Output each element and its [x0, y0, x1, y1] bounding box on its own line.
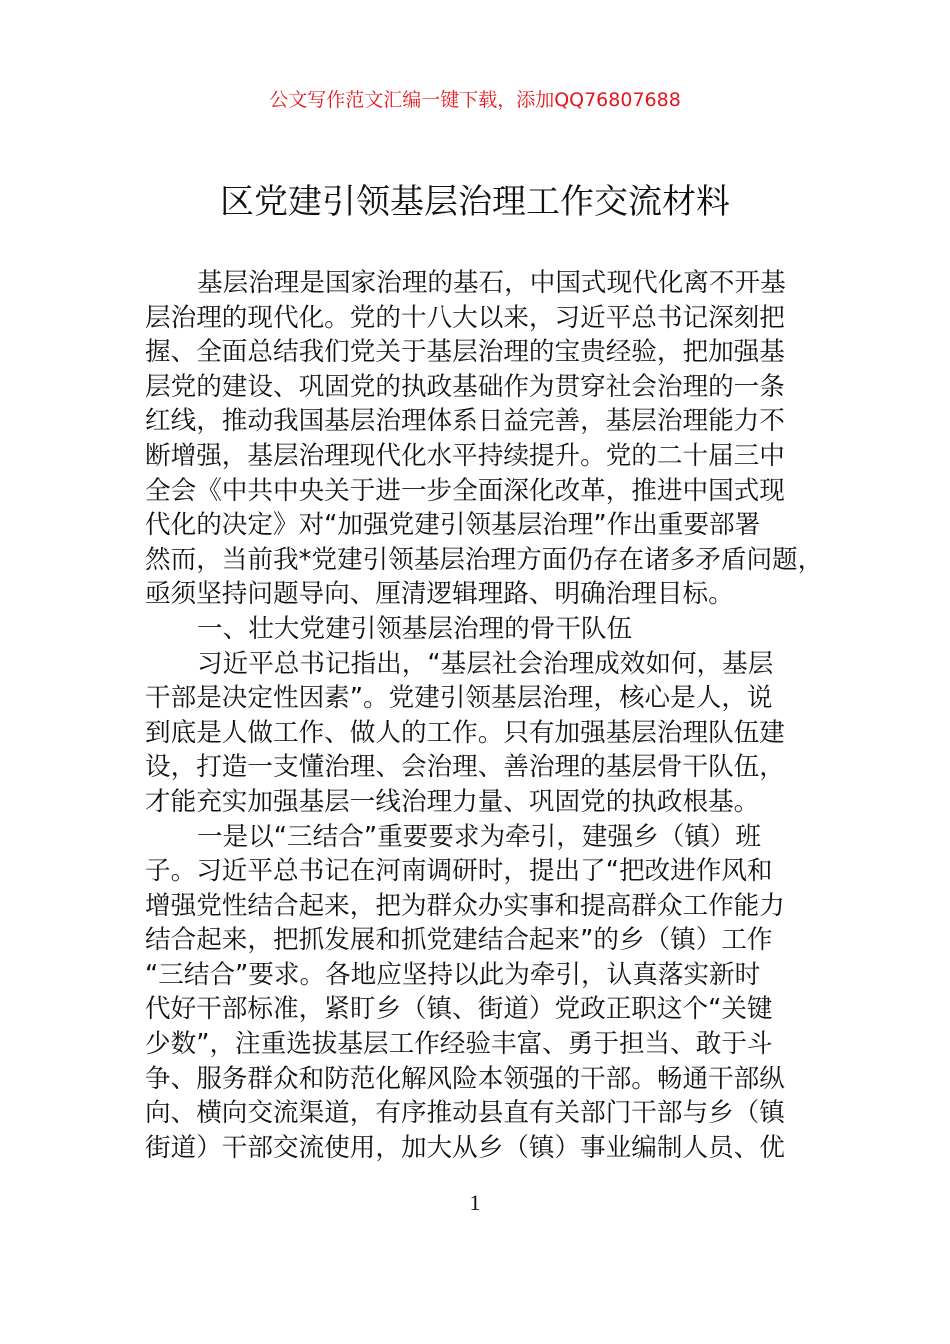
text-line: 红线，推动我国基层治理体系日益完善，基层治理能力不: [145, 406, 785, 437]
document-body: [145, 266, 845, 1165]
text-line: 少数”，注重选拔基层工作经验丰富、勇于担当、敢于斗: [145, 1029, 773, 1060]
text-line: 争、服务群众和防范化解风险本领强的干部。畅通干部纵: [145, 1063, 785, 1094]
text-line: 一是以“三结合”重要要求为牵引，建强乡（镇）班: [197, 821, 761, 852]
page-number: 1: [469, 1190, 481, 1215]
text-line: 然而，当前我*党建引领基层治理方面仍存在诸多矛盾问题，: [145, 544, 824, 575]
download-notice: 公文写作范文汇编一键下载，添加QQ76807688: [269, 89, 681, 111]
text-line: 干部是决定性因素”。党建引领基层治理，核心是人，说: [145, 683, 773, 714]
text-line: 习近平总书记指出，“基层社会治理成效如何，基层: [197, 648, 774, 679]
text-line: 全会《中共中央关于进一步全面深化改革，推进中国式现: [145, 475, 785, 506]
text-line: 握、全面总结我们党关于基层治理的宝贵经验，把加强基: [145, 337, 785, 368]
text-line: 层治理的现代化。党的十八大以来，习近平总书记深刻把: [145, 302, 785, 333]
text-line: 街道）干部交流使用，加大从乡（镇）事业编制人员、优: [145, 1132, 785, 1163]
text-line: “三结合”要求。各地应坚持以此为牵引，认真落实新时: [145, 959, 761, 990]
text-line: 代化的决定》对“加强党建引领基层治理”作出重要部署: [145, 510, 761, 541]
text-line: 才能充实加强基层一线治理力量、巩固党的执政根基。: [145, 786, 760, 817]
text-line: 基层治理是国家治理的基石，中国式现代化离不开基: [197, 268, 786, 298]
text-line: 设，打造一支懂治理、会治理、善治理的基层骨干队伍，: [145, 752, 785, 783]
text-line: 层党的建设、巩固党的执政基础作为贯穿社会治理的一条: [145, 371, 785, 402]
text-line: 到底是人做工作、做人的工作。只有加强基层治理队伍建: [145, 717, 785, 748]
text-line: 子。习近平总书记在河南调研时，提出了“把改进作风和: [145, 856, 773, 887]
document-title: 区党建引领基层治理工作交流材料: [220, 182, 730, 222]
text-line: 断增强，基层治理现代化水平持续提升。党的二十届三中: [145, 440, 785, 471]
text-line: 向、横向交流渠道，有序推动县直有关部门干部与乡（镇: [145, 1098, 785, 1129]
text-line: 结合起来，把抓发展和抓党建结合起来”的乡（镇）工作: [145, 925, 773, 956]
text-line: 增强党性结合起来，把为群众办实事和提高群众工作能力: [145, 890, 785, 921]
text-line: 一、壮大党建引领基层治理的骨干队伍: [197, 613, 633, 644]
text-line: 代好干部标准，紧盯乡（镇、街道）党政正职这个“关键: [145, 994, 773, 1025]
text-line: 亟须坚持问题导向、厘清逻辑理路、明确治理目标。: [145, 579, 734, 610]
